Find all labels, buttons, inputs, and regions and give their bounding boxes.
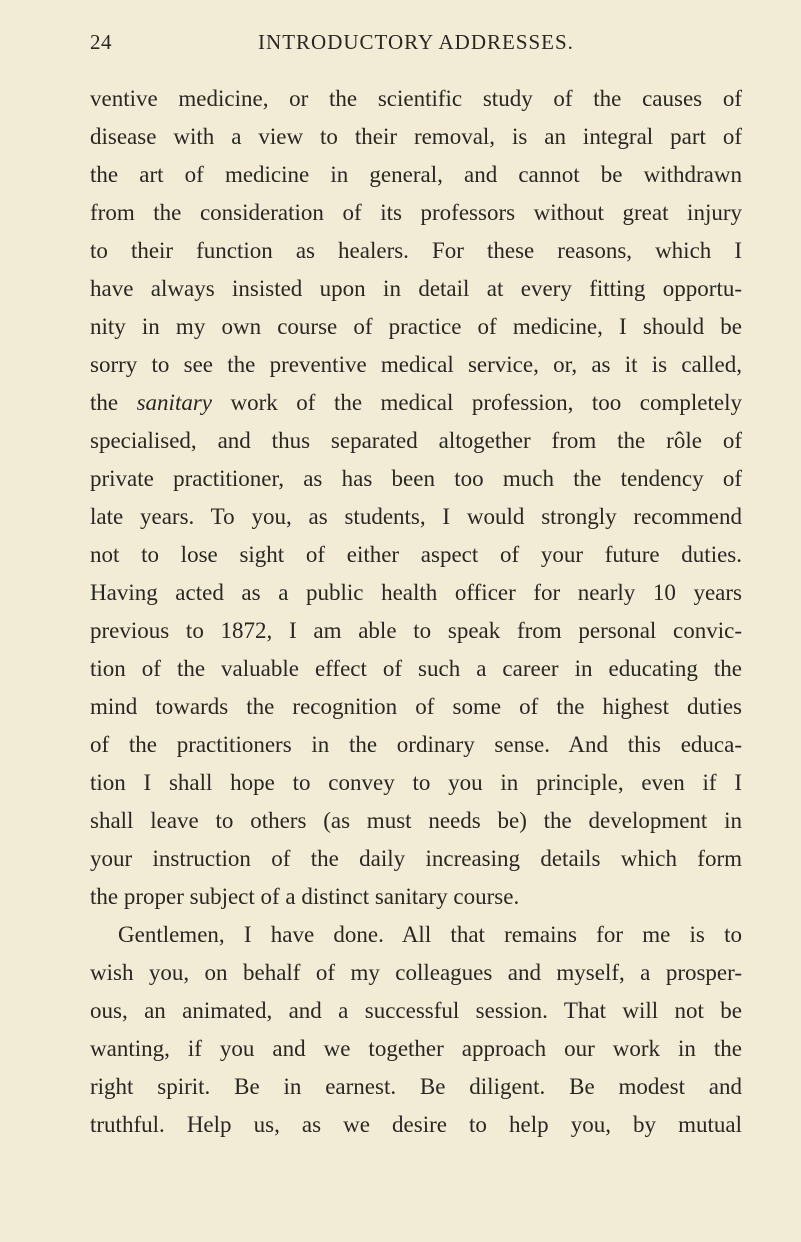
text-line: wanting, if you and we together approach our work in the bbox=[90, 1036, 742, 1061]
text-line: wish you, on behalf of my colleagues and myself, a prosper- bbox=[90, 960, 742, 985]
text-line: late years. To you, as students, I would strongly recommend bbox=[90, 504, 742, 529]
text-segment: the bbox=[90, 390, 137, 415]
text-line: shall leave to others (as must needs be) the development in bbox=[90, 808, 742, 833]
text-line: tion of the valuable effect of such a career in educating the bbox=[90, 656, 742, 681]
text-line: disease with a view to their removal, is an integral part of bbox=[90, 124, 742, 149]
text-line: nity in my own course of practice of medicine, I should be bbox=[90, 314, 742, 339]
text-line: tion I shall hope to convey to you in principle, even if I bbox=[90, 770, 742, 795]
text-line: your instruction of the daily increasing details which form bbox=[90, 846, 742, 871]
text-line: the art of medicine in general, and cannot be withdrawn bbox=[90, 162, 742, 187]
text-line: have always insisted upon in detail at every fitting opportu- bbox=[90, 276, 742, 301]
text-line: mind towards the recognition of some of the highest duties bbox=[90, 694, 742, 719]
text-line: specialised, and thus separated altogether from the rôle of bbox=[90, 428, 742, 453]
text-line: Having acted as a public health officer for nearly 10 years bbox=[90, 580, 742, 605]
text-line: to their function as healers. For these reasons, which I bbox=[90, 238, 742, 263]
text-line: private practitioner, as has been too much the tendency of bbox=[90, 466, 742, 491]
running-head bbox=[90, 30, 742, 60]
text-line: of the practitioners in the ordinary sense. And this educa- bbox=[90, 732, 742, 757]
text-line: ventive medicine, or the scientific study of the causes of bbox=[90, 86, 742, 111]
running-head-title: INTRODUCTORY ADDRESSES. bbox=[258, 30, 574, 54]
text-segment: work of the medical profession, too completely bbox=[212, 390, 742, 415]
text-line: not to lose sight of either aspect of your future duties. bbox=[90, 542, 742, 567]
text-line: sorry to see the preventive medical service, or, as it is called, bbox=[90, 352, 742, 377]
body-text bbox=[90, 80, 742, 1144]
text-line: previous to 1872, I am able to speak from personal convic- bbox=[90, 618, 742, 643]
paragraph-start-line: Gentlemen, I have done. All that remains for me is to bbox=[118, 922, 742, 947]
text-line: ous, an animated, and a successful session. That will not be bbox=[90, 998, 742, 1023]
text-line-with-italic bbox=[90, 384, 742, 422]
paragraph-end-line: the proper subject of a distinct sanitary course. bbox=[90, 884, 520, 909]
page-number: 24 bbox=[90, 30, 112, 54]
italic-term: sanitary bbox=[136, 390, 212, 415]
text-line: truthful. Help us, as we desire to help you, by mutual bbox=[90, 1112, 742, 1137]
text-line: right spirit. Be in earnest. Be diligent. Be modest and bbox=[90, 1074, 742, 1099]
text-line: from the consideration of its professors without great injury bbox=[90, 200, 742, 225]
